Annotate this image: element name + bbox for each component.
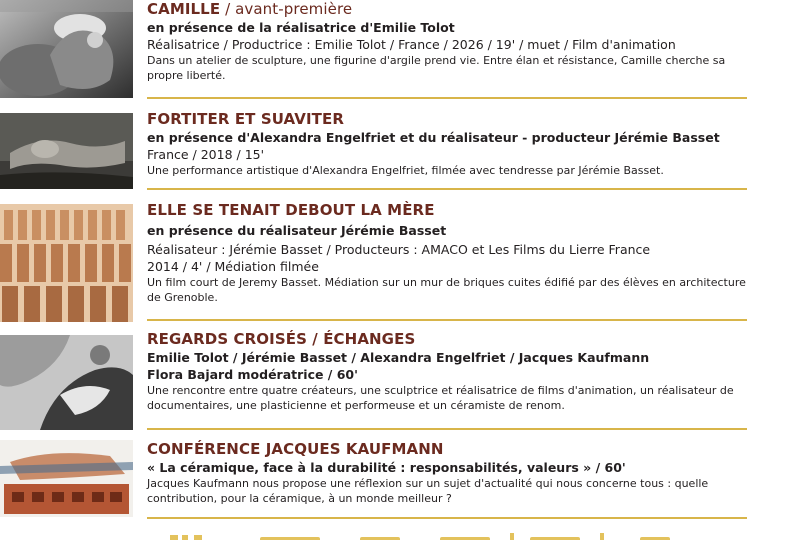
entry-image-brick-wall	[0, 204, 133, 322]
entry-description: Une performance artistique d'Alexandra Engelfriet, filmée avec tendresse par Jérémie Basset.	[147, 164, 664, 177]
entry-credits: Réalisateur : Jérémie Basset / Producteurs : AMACO et Les Films du Lierre France	[147, 242, 651, 257]
entry-title-suffix: / avant-première	[220, 0, 353, 18]
program-entry	[0, 110, 760, 190]
entry-presence: en présence du réalisateur Jérémie Basset	[147, 223, 447, 238]
divider	[147, 188, 747, 190]
entry-title: FORTITER ET SUAVITER	[147, 110, 344, 128]
program-entry	[0, 201, 760, 321]
entry-title: REGARDS CROISÉS / ÉCHANGES	[147, 330, 416, 348]
entry-description: Dans un atelier de sculpture, une figurine d'argile prend vie. Entre élan et résistance, Camille cherche sa propre liberté.	[147, 54, 726, 82]
entry-image-clay-hands	[0, 335, 133, 430]
entry-credits: France / 2018 / 15'	[147, 147, 265, 162]
entry-image-clay-figurine	[0, 0, 133, 98]
entry-subject: « La céramique, face à la durabilité : responsabilités, valeurs » / 60'	[147, 460, 626, 475]
entry-description: Un film court de Jeremy Basset. Médiation sur un mur de briques cuites édifié par des élèves en architecture de Grenoble.	[147, 276, 746, 304]
entry-presence: en présence d'Alexandra Engelfriet et du réalisateur - producteur Jérémie Basset	[147, 130, 720, 145]
divider	[147, 97, 747, 99]
divider	[147, 428, 747, 430]
program-entry	[0, 0, 760, 100]
entry-title: CAMILLE / avant-première	[147, 0, 353, 18]
entry-title: ELLE SE TENAIT DEBOUT LA MÈRE	[147, 201, 435, 219]
entry-description: Jacques Kaufmann nous propose une réflexion sur un sujet d'actualité qui nous concerne tous : quelle contribution, pour la céramique, à un monde meilleur ?	[147, 477, 709, 505]
entry-description: Une rencontre entre quatre créateurs, une sculptrice et réalisatrice de films d'animation, un réalisateur de documentaires, une plasticienne et performeuse et un céramiste de renom.	[147, 384, 734, 412]
program-entry	[0, 440, 760, 520]
entry-credits-year: 2014 / 4' / Médiation filmée	[147, 259, 319, 274]
entry-credits: Réalisatrice / Productrice : Emilie Tolot / France / 2026 / 19' / muet / Film d'animation	[147, 37, 676, 52]
entry-moderator: Flora Bajard modératrice / 60'	[147, 367, 358, 382]
divider	[147, 319, 747, 321]
divider	[147, 517, 747, 519]
program-entry	[0, 330, 760, 430]
entry-speakers: Emilie Tolot / Jérémie Basset / Alexandra Engelfriet / Jacques Kaufmann	[147, 350, 650, 365]
entry-presence: en présence de la réalisatrice d'Emilie Tolot	[147, 20, 455, 35]
footer-decoration	[170, 527, 690, 540]
entry-image-performance	[0, 113, 133, 189]
entry-image-hands-on-brick	[0, 440, 133, 517]
entry-title: CONFÉRENCE JACQUES KAUFMANN	[147, 440, 444, 458]
